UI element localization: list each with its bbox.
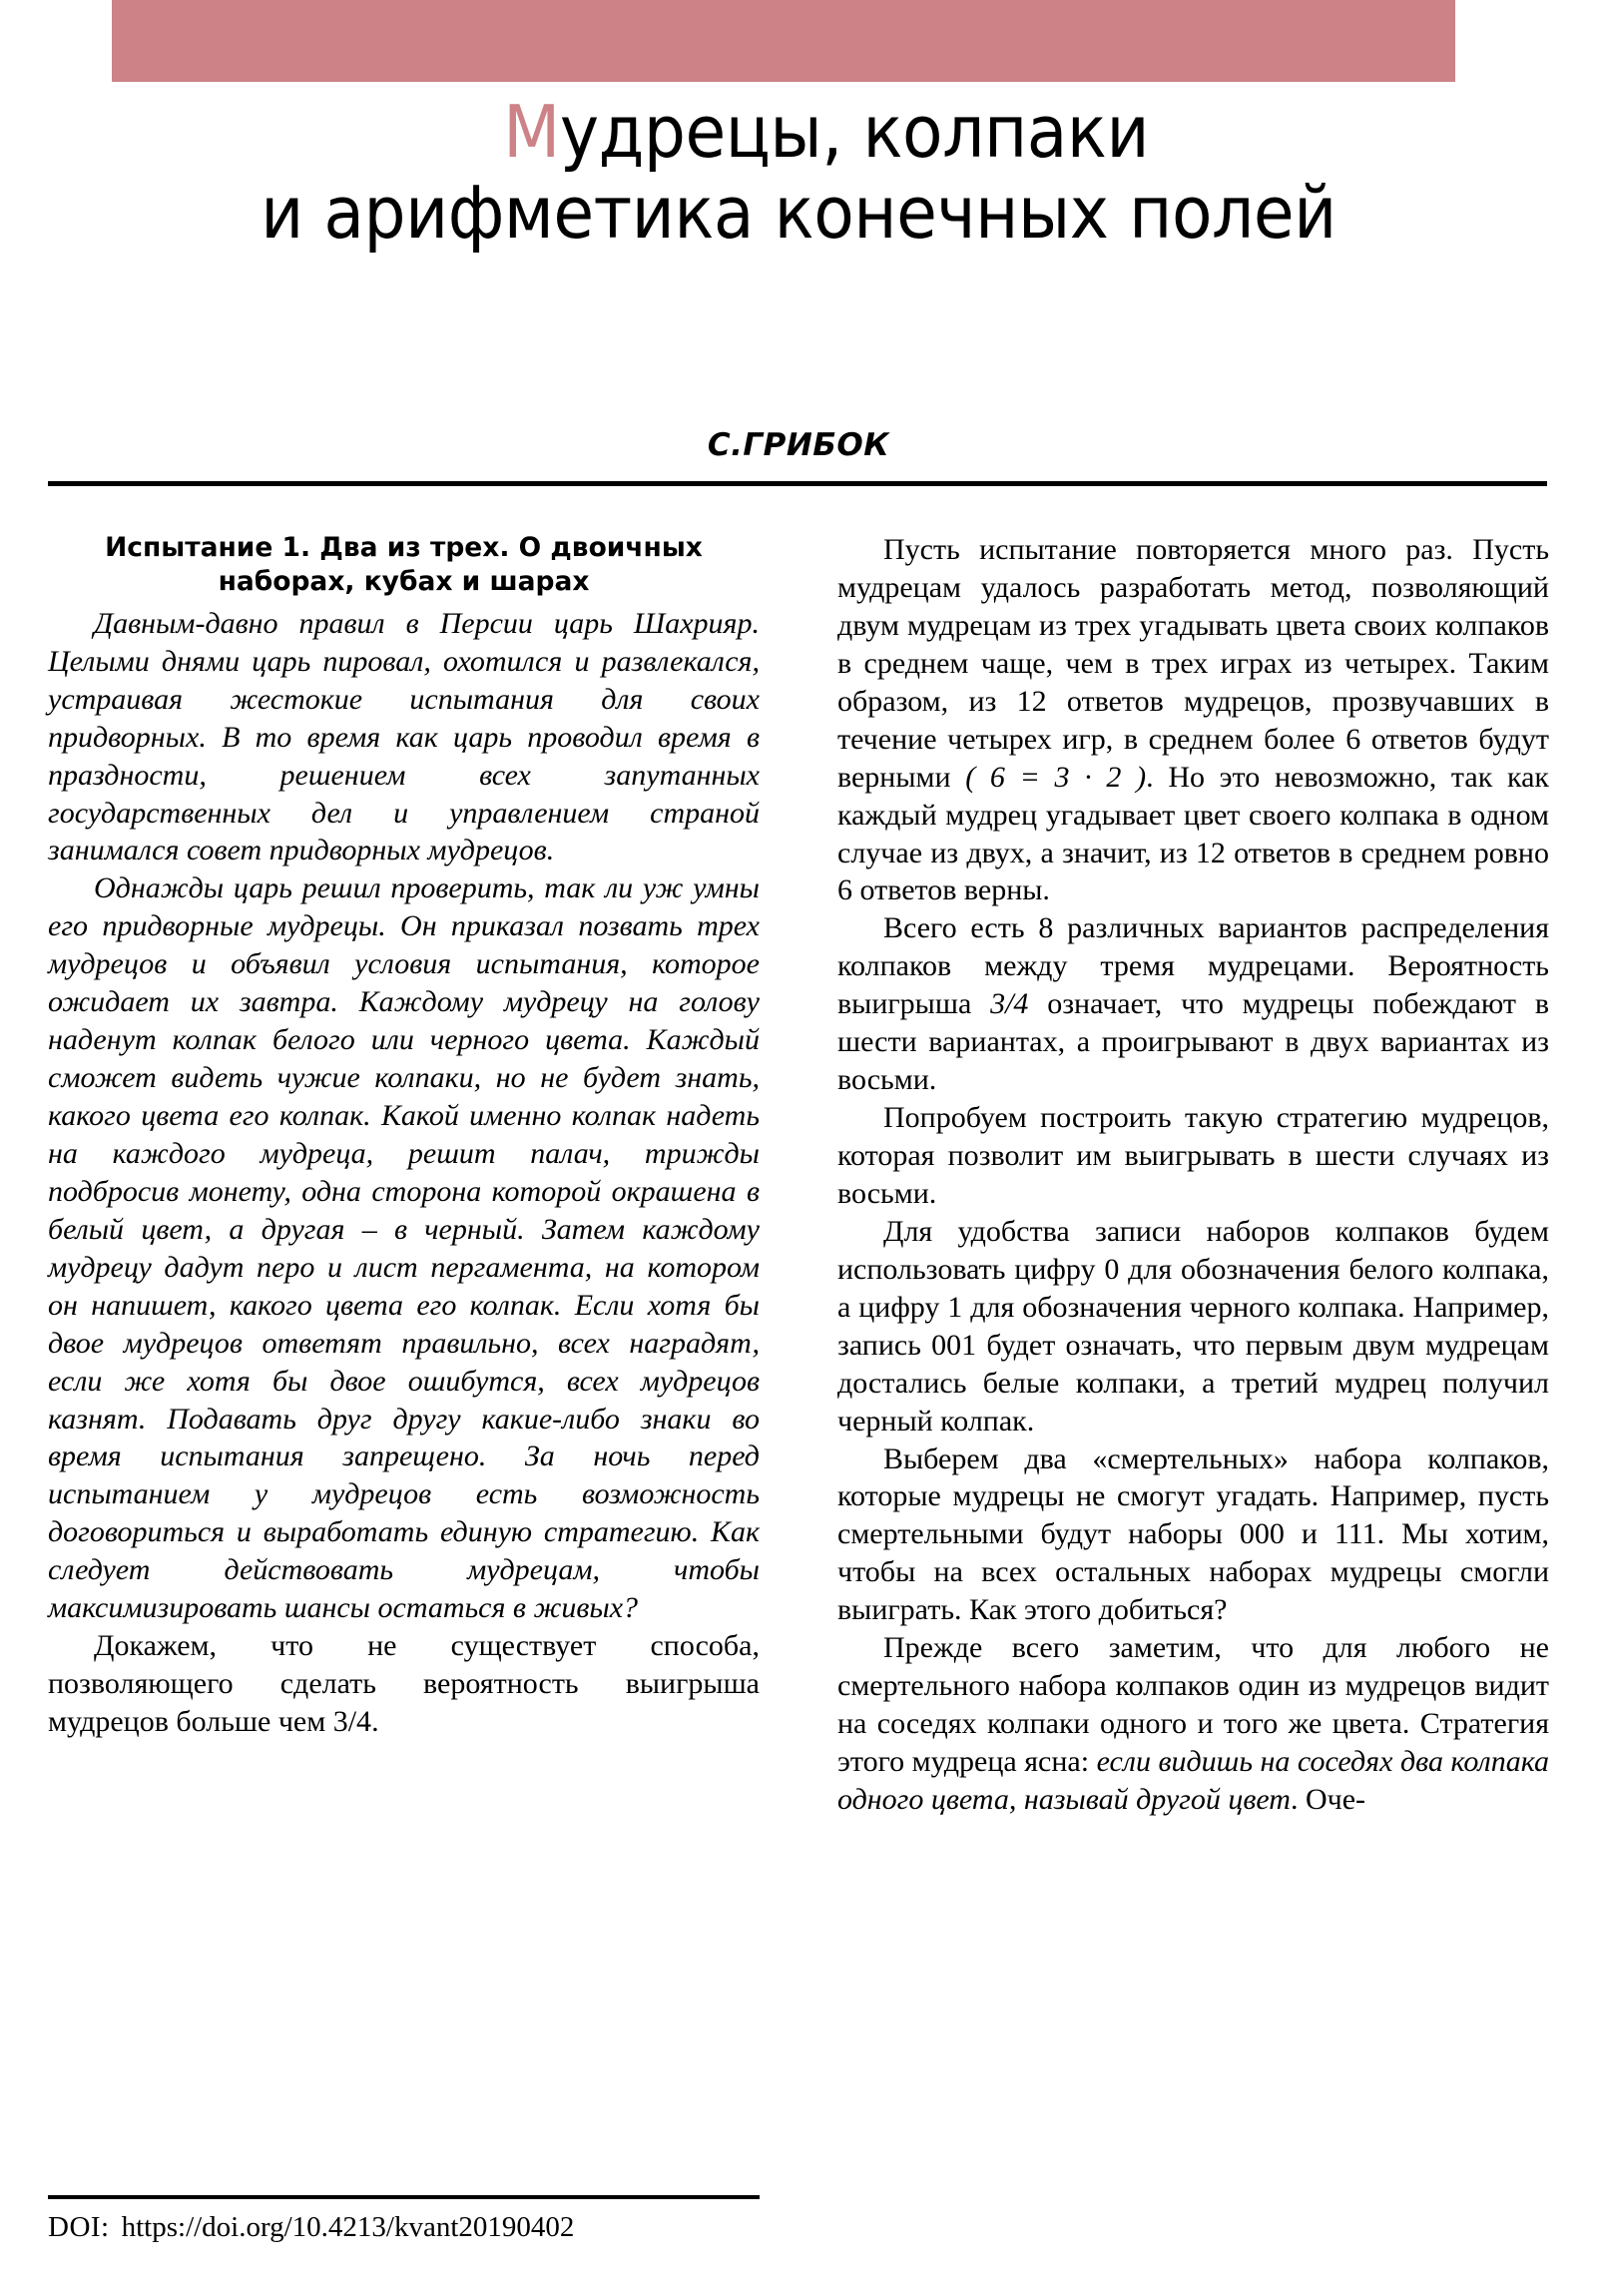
paragraph — [837, 531, 1549, 909]
inline-math: 3/4 — [990, 987, 1029, 1021]
final-text-suffix: . Оче- — [1290, 1782, 1366, 1816]
article-title — [40, 92, 1557, 253]
paragraph-text-prefix: Пусть испытание повторяется много раз. Пусть мудрецам удалось разработать метод, позволяющий двум мудрецам из трех угадывать цвета своих колпаков в среднем чаще, чем в трех играх из четырех. Таким образом, из 12 ответов мудрецов, прозвучавших в течение четырех игр, в среднем более 6 ответов будут верными — [837, 533, 1549, 794]
paragraph-closing — [48, 1627, 760, 1741]
left-column — [48, 531, 760, 1819]
doi-url[interactable]: https://doi.org/10.4213/kvant20190402 — [121, 2211, 575, 2243]
paragraph: Однажды царь решил проверить, так ли уж умны его придворные мудрецы. Он приказал позвать трех мудрецов и объявил условия испытания, которое ожидает их завтра. Каждому мудрецу на голову наденут колпак белого или черного цвета. Каждый сможет видеть чужие колпаки, но не будет знать, какого цвета его колпак. Какой именно колпак надеть на каждого мудреца, решит палач, трижды подбросив монету, одна сторона которой окрашена в белый цвет, а другая – в черный. Затем каждому мудрецу дадут перо и лист пергамента, на котором он напишет, какого цвета его колпак. Если хотя бы двое мудрецов ответят правильно, всех наградят, если же хотя бы двое ошибутся, всех мудрецов казнят. Подавать друг другу какие-либо знаки во время испытания запрещено. За ночь перед испытанием у мудрецов есть возможность договориться и выработать единую стратегию. Как следует действовать мудрецам, чтобы максимизировать шансы остаться в живых? — [48, 871, 760, 1625]
title-drop-cap: М — [503, 90, 560, 174]
paragraph: Попробуем построить такую стратегию мудрецов, которая позволит им выигрывать в шести случаях из восьми. — [837, 1101, 1549, 1210]
paragraph: Выберем два «смертельных» набора колпаков, которые мудрецы не смогут угадать. Например, пусть смертельными будут наборы 000 и 111. Мы хотим, чтобы на всех остальных наборах мудрецы смогли выиграть. Как этого добиться? — [837, 1441, 1549, 1627]
closing-fraction: 3/4 — [332, 1705, 372, 1738]
doi-label: DOI: — [48, 2211, 110, 2243]
closing-text-suffix: . — [371, 1705, 379, 1738]
paragraph-text-prefix: Всего есть 8 различных вариантов распределения колпаков между тремя мудрецами. Вероятность выигрыша — [837, 911, 1549, 1021]
title-line-2: и арифметика конечных полей — [261, 170, 1336, 255]
section-heading: Испытание 1. Два из трех. О двоичных наборах, кубах и шарах — [105, 532, 703, 597]
masthead-accent-bar — [112, 0, 1455, 82]
closing-text-prefix: Докажем, что не существует способа, позволяющего сделать вероятность выигрыша мудрецов больше чем — [48, 1629, 760, 1738]
masthead-rule — [48, 481, 1547, 486]
article-columns — [48, 531, 1549, 1819]
paragraph-final — [837, 1629, 1549, 1819]
author-byline: С.ГРИБОК — [707, 427, 890, 463]
doi-rule — [48, 2195, 760, 2199]
right-column — [837, 531, 1549, 1819]
paragraph — [837, 909, 1549, 1099]
title-line-1-rest: удрецы, колпаки — [559, 90, 1150, 174]
title-line-1 — [101, 92, 1496, 173]
paragraph-text-suffix: . Но это невозможно, так как каждый мудрец угадывает цвет своего колпака в одном случае из двух, а значит, из 12 ответов в среднем ровно 6 ответов верны. — [837, 760, 1549, 907]
final-text-prefix: Прежде всего заметим, что для любого не смертельного набора колпаков один из мудрецов видит на соседях колпаки одного и того же цвета. Стратегия этого мудреца ясна: — [837, 1631, 1549, 1778]
paragraph: Для удобства записи наборов колпаков будем использовать цифру 0 для обозначения белого колпака, а цифру 1 для обозначения черного колпака. Например, запись 001 будет означать, что первым двум мудрецам достались белые колпаки, а третий мудрец получил черный колпак. — [837, 1214, 1549, 1437]
emphasized-strategy-text: если видишь на соседях два колпака одного цвета, называй другой цвет — [837, 1745, 1549, 1816]
inline-math: ( 6 = 3 · 2 ) — [965, 760, 1147, 794]
doi-line — [48, 2210, 806, 2245]
paragraph: Давным-давно правил в Персии царь Шахрияр. Целыми днями царь пировал, охотился и развлекался, устраивая жестокие испытания для своих придворных. В то время как царь проводил время в праздности, решением всех запутанных государственных дел и управлением страной занимался совет придворных мудрецов. — [48, 606, 760, 867]
paragraph-text-suffix: означает, что мудрецы побеждают в шести вариантах, а проигрывают в двух вариантах из восьми. — [837, 987, 1549, 1097]
